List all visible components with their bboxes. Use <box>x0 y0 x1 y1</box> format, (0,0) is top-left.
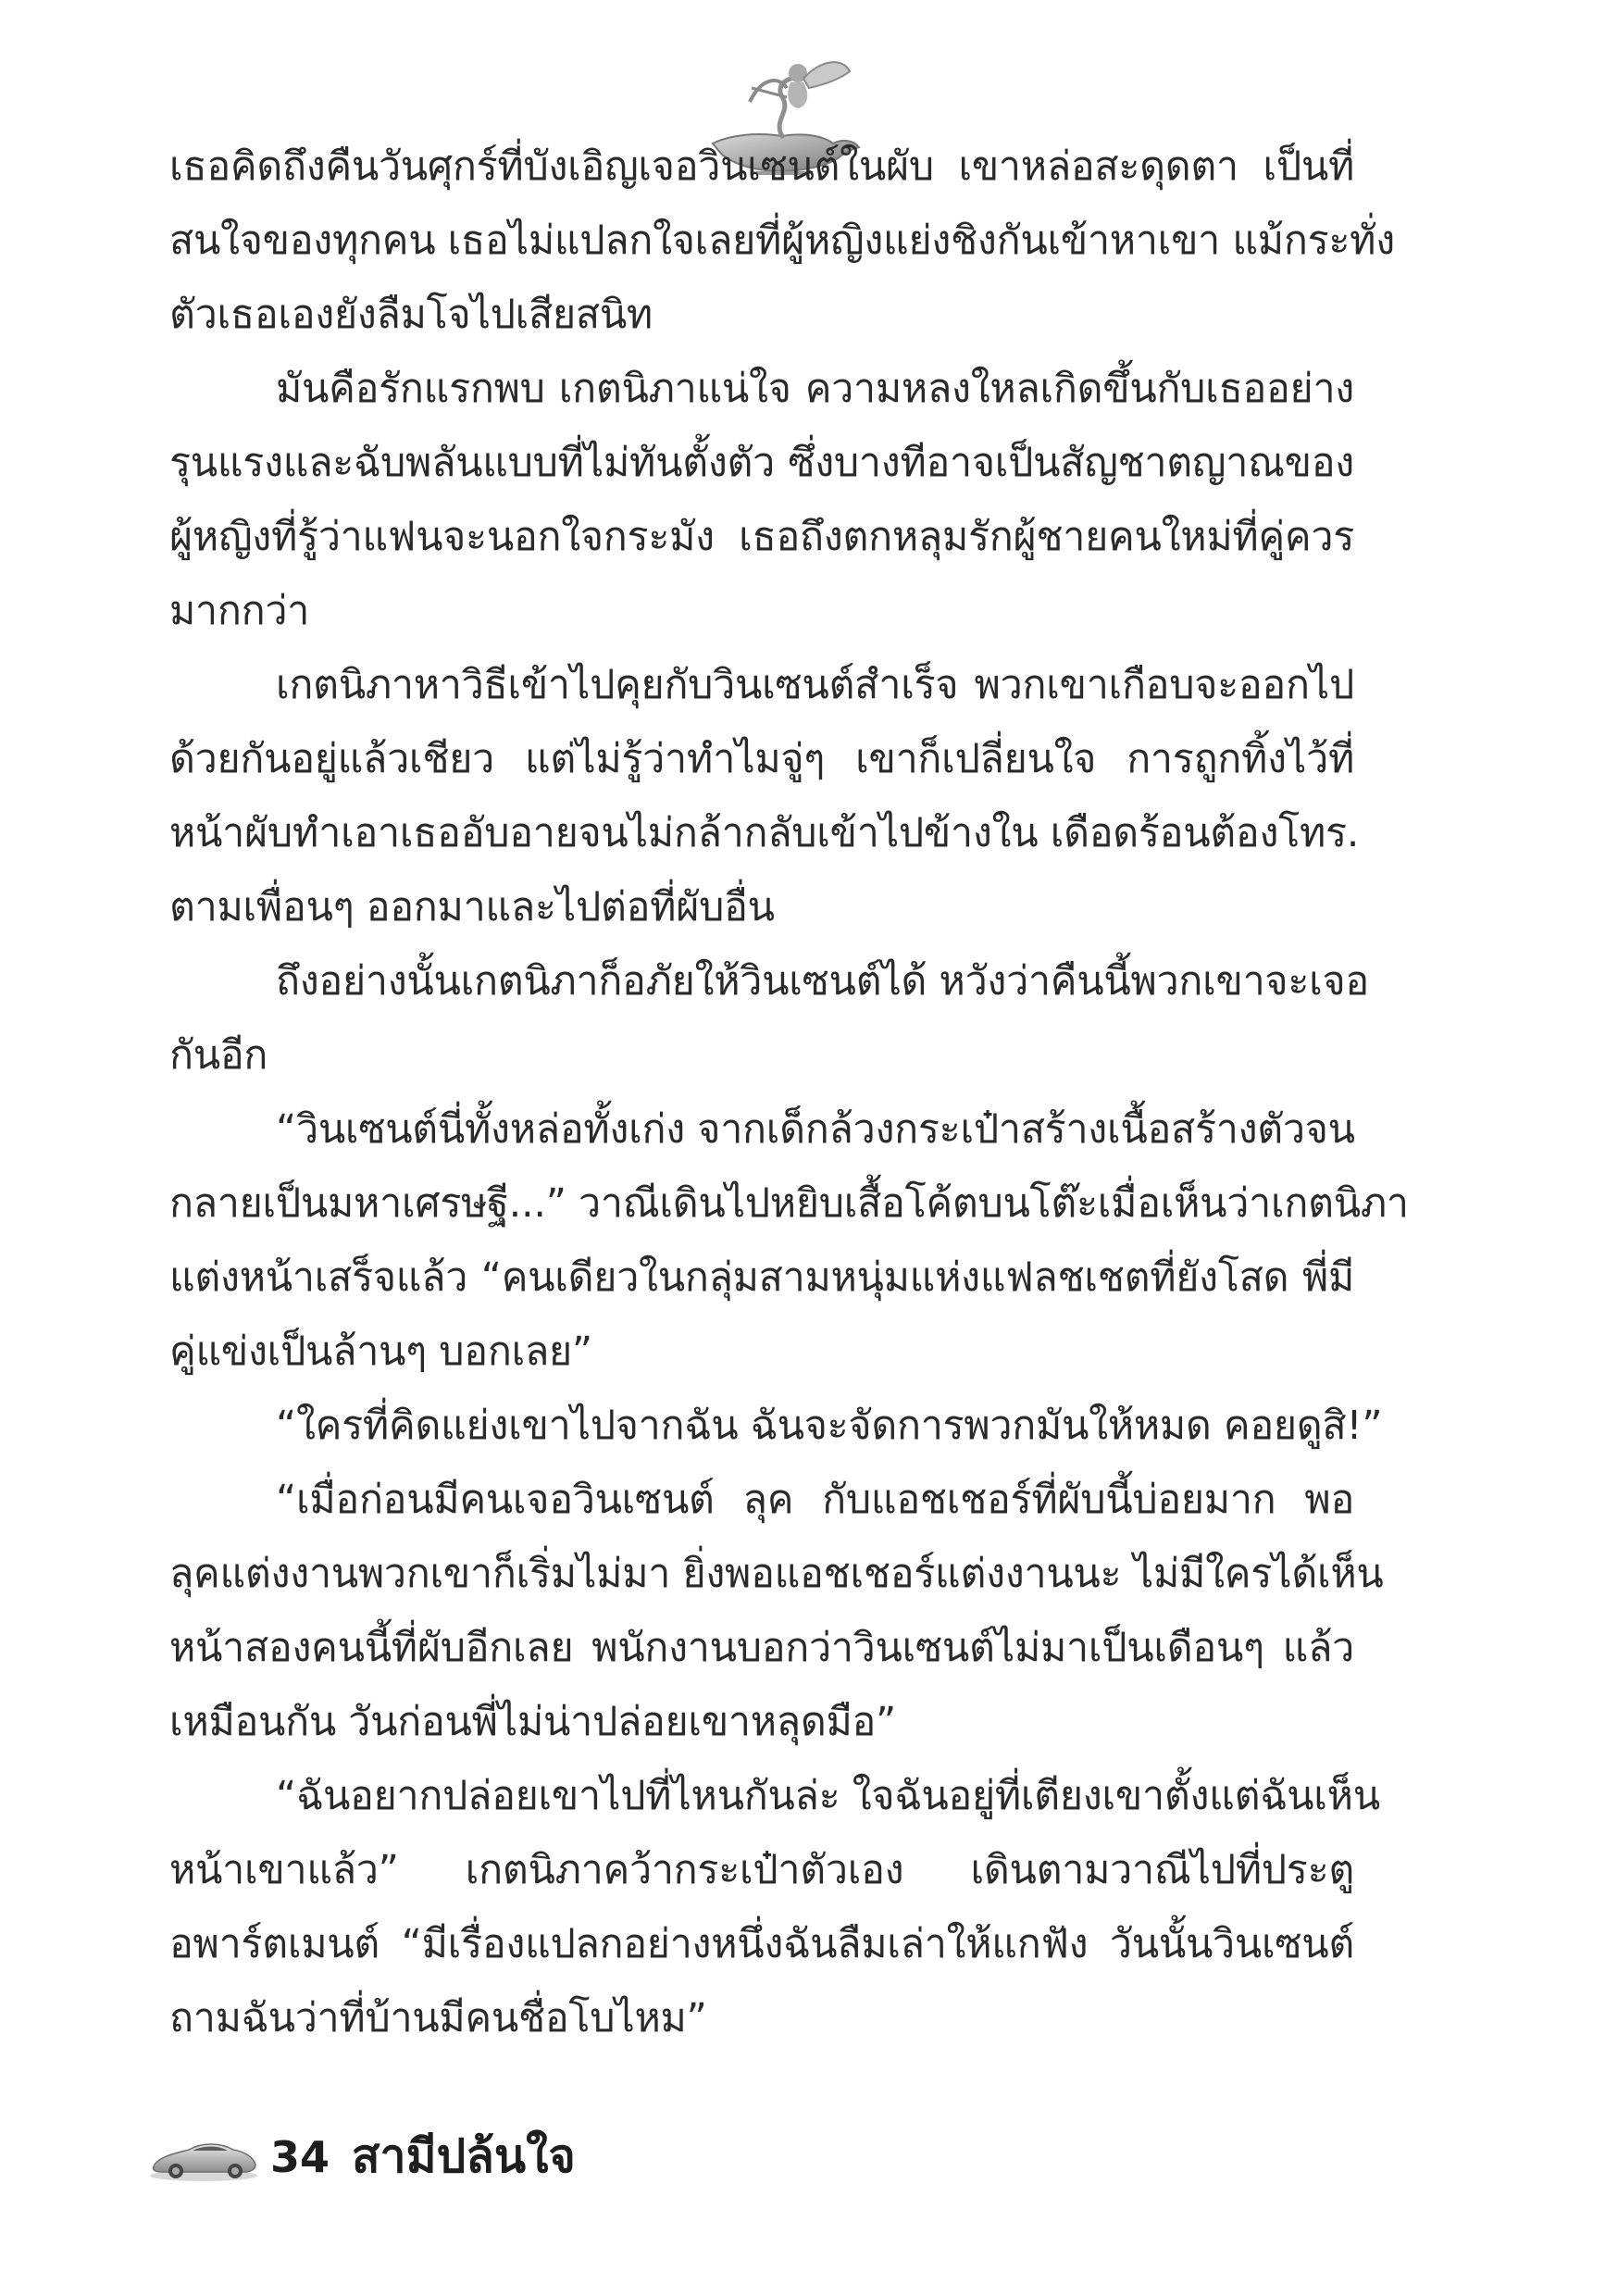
text-line: หน้าผับทำเอาเธออับอายจนไม่กล้ากลับเข้าไปข้างใน เดือดร้อนต้องโทร. <box>169 810 1360 856</box>
text-line: สนใจของทุกคน เธอไม่แปลกใจเลยที่ผู้หญิงแย่งชิงกันเข้าหาเขา แม้กระทั่ง <box>169 218 1395 264</box>
text-line: หน้าสองคนนี้ที่ผับอีกเลย พนักงานบอกว่าวินเซนต์ไม่มาเป็นเดือนๆ แล้ว <box>169 1625 1354 1671</box>
text-line: “ใครที่คิดแย่งเขาไปจากฉัน ฉันจะจัดการพวกมันให้หมด คอยดูสิ!” <box>276 1403 1383 1449</box>
text-line: กลายเป็นมหาเศรษฐี...” วาณีเดินไปหยิบเสื้อโค้ตบนโต๊ะเมื่อเห็นว่าเกตนิภา <box>169 1180 1409 1227</box>
text-line: กันอีก <box>169 1032 268 1079</box>
book-title: สามีปล้นใจ <box>352 2129 576 2183</box>
text-line: อพาร์ตเมนต์ “มีเรื่องแปลกอย่างหนึ่งฉันลืมเล่าให้แกฟัง วันนั้นวินเซนต์ <box>169 1921 1354 1967</box>
text-line: แต่งหน้าเสร็จแล้ว “คนเดียวในกลุ่มสามหนุ่มแห่งแฟลชเชตที่ยังโสด พี่มี <box>169 1254 1354 1301</box>
text-line: หน้าเขาแล้ว” เกตนิภาคว้ากระเป๋าตัวเอง เดินตามวาณีไปที่ประตู <box>169 1847 1354 1893</box>
text-line: มันคือรักแรกพบ เกตนิภาแน่ใจ ความหลงใหลเกิดขึ้นกับเธออย่าง <box>276 366 1354 412</box>
text-line: “ฉันอยากปล่อยเขาไปที่ไหนกันล่ะ ใจฉันอยู่ที่เตียงเขาตั้งแต่ฉันเห็น <box>276 1773 1380 1819</box>
text-line: เหมือนกัน วันก่อนพี่ไม่น่าปล่อยเขาหลุดมือ” <box>169 1699 897 1745</box>
page-footer <box>148 2120 703 2203</box>
text-line: เธอคิดถึงคืนวันศุกร์ที่บังเอิญเจอวินเซนต์ในผับ เขาหล่อสะดุดตา เป็นที่ <box>169 144 1354 190</box>
text-line: ด้วยกันอยู่แล้วเชียว แต่ไม่รู้ว่าทำไมจู่ๆ เขาก็เปลี่ยนใจ การถูกทิ้งไว้ที่ <box>169 736 1354 782</box>
text-line: “วินเซนต์นี่ทั้งหล่อทั้งเก่ง จากเด็กล้วงกระเป๋าสร้างเนื้อสร้างตัวจน <box>276 1106 1355 1153</box>
text-line: ผู้หญิงที่รู้ว่าแฟนจะนอกใจกระมัง เธอถึงตกหลุมรักผู้ชายคนใหม่ที่คู่ควร <box>169 514 1354 560</box>
text-line: ถึงอย่างนั้นเกตนิภาก็อภัยให้วินเซนต์ได้ หวังว่าคืนนี้พวกเขาจะเจอ <box>276 958 1369 1004</box>
text-line: ตัวเธอเองยังลืมโจไปเสียสนิท <box>169 292 653 338</box>
text-line: มากกว่า <box>169 588 310 634</box>
text-line: “เมื่อก่อนมีคนเจอวินเซนต์ ลุค กับแอชเชอร์ที่ผับนี้บ่อยมาก พอ <box>276 1477 1354 1523</box>
text-line: รุนแรงและฉับพลันแบบที่ไม่ทันตั้งตัว ซึ่งบางทีอาจเป็นสัญชาตญาณของ <box>169 440 1354 486</box>
text-line: เกตนิภาหาวิธีเข้าไปคุยกับวินเซนต์สำเร็จ พวกเขาเกือบจะออกไป <box>276 662 1354 708</box>
text-line: ตามเพื่อนๆ ออกมาและไปต่อที่ผับอื่น <box>169 884 775 930</box>
text-line: ลุคแต่งงานพวกเขาก็เริ่มไม่มา ยิ่งพอแอชเชอร์แต่งงานนะ ไม่มีใครได้เห็น <box>169 1551 1384 1597</box>
text-line: ถามฉันว่าที่บ้านมีคนชื่อโบไหม” <box>169 1995 707 2041</box>
page-number: 34 <box>270 2132 330 2182</box>
sports-car-icon <box>148 2129 259 2185</box>
text-line: คู่แข่งเป็นล้านๆ บอกเลย” <box>169 1329 592 1375</box>
